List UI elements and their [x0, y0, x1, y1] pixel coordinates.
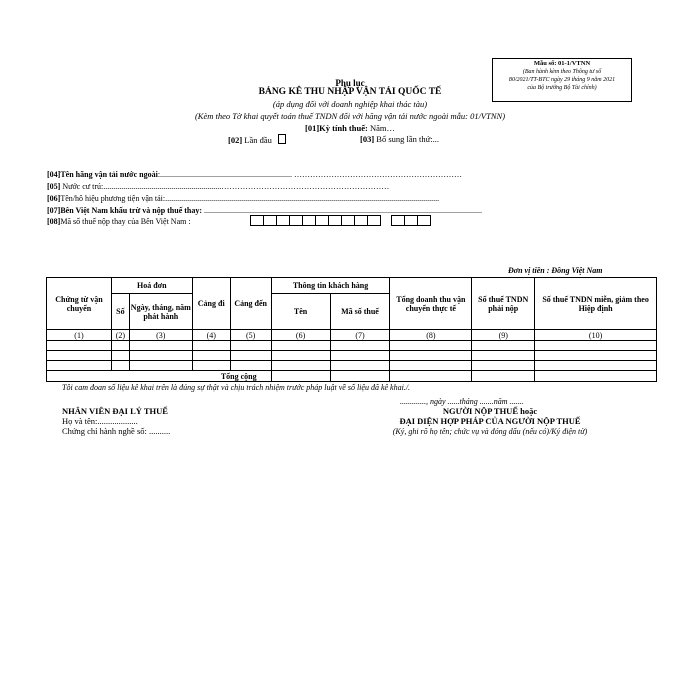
form-note-1: (Ban hành kèm theo Thông tư số: [522, 69, 602, 75]
field-08-code: [08]: [47, 217, 61, 226]
form-code: Mẫu số: 01-1/VTNN: [533, 60, 591, 67]
tax-id-cell[interactable]: [404, 215, 418, 226]
field-08: [47, 217, 191, 226]
cell[interactable]: [230, 351, 271, 361]
total-cell[interactable]: [535, 371, 657, 382]
col-depart: Cảng đi: [192, 278, 230, 330]
tax-id-cell[interactable]: [328, 215, 342, 226]
tax-id-cell[interactable]: [391, 215, 405, 226]
taxpayer-sign-note: (Ký, ghi rõ họ tên; chức vụ và đóng dấu (nếu có)/Ký điện tử): [392, 427, 588, 436]
cell[interactable]: [535, 351, 657, 361]
tax-period-value[interactable]: Năm…: [367, 123, 395, 133]
field-04[interactable]: [47, 170, 462, 179]
column-number: (3): [129, 330, 192, 341]
cell[interactable]: [129, 361, 192, 371]
commitment-text: Tôi cam đoan số liệu kê khai trên là đúng sự thật và chịu trách nhiệm trước pháp luật về số liệu đã kê khai./.: [62, 383, 411, 392]
col-invoice: Hoá đơn: [111, 278, 192, 294]
column-number: (10): [535, 330, 657, 341]
column-number: (1): [47, 330, 112, 341]
supplement-label[interactable]: Bổ sung lần thứ:...: [374, 134, 439, 144]
supplement-code: [03]: [360, 134, 375, 144]
taxpayer-block: [340, 406, 640, 436]
cell[interactable]: [111, 351, 129, 361]
cell[interactable]: [271, 361, 330, 371]
cell[interactable]: [390, 361, 472, 371]
column-number: (6): [271, 330, 330, 341]
tax-agent-block: [62, 406, 170, 436]
cell[interactable]: [47, 351, 112, 361]
cell[interactable]: [47, 341, 112, 351]
cell[interactable]: [472, 351, 535, 361]
form-note-2: 80/2021/TT-BTC ngày 29 tháng 9 năm 2021: [508, 77, 616, 83]
income-table: [46, 277, 657, 382]
cell[interactable]: [535, 361, 657, 371]
col-invoice-no: Số: [111, 294, 129, 330]
column-numbers-row: [47, 330, 657, 341]
table-row[interactable]: [47, 341, 657, 351]
col-customer-taxid: Mã số thuế: [330, 294, 390, 330]
field-05[interactable]: [47, 182, 389, 191]
currency-unit: Đơn vị tiền : Đồng Việt Nam: [508, 266, 603, 275]
tax-id-cell[interactable]: [289, 215, 303, 226]
first-time-field: [228, 134, 286, 145]
supplement-field: [360, 134, 439, 144]
total-row: [47, 371, 657, 382]
first-time-label: Lần đầu: [242, 135, 272, 145]
cell[interactable]: [129, 351, 192, 361]
total-cell[interactable]: [390, 371, 472, 382]
cell[interactable]: [192, 351, 230, 361]
total-label: Tổng cộng: [47, 371, 272, 382]
tax-id-cell[interactable]: [417, 215, 431, 226]
cell[interactable]: [271, 341, 330, 351]
column-number: (2): [111, 330, 129, 341]
document-subtitle: (áp dụng đối với doanh nghiệp khai thác tàu): [272, 99, 428, 109]
column-number: (5): [230, 330, 271, 341]
cell[interactable]: [390, 341, 472, 351]
form-code-box: [492, 58, 632, 102]
field-07-value[interactable]: ...........................................................................................................................................: [202, 206, 483, 215]
cell[interactable]: [129, 341, 192, 351]
attachment-note: (Kèm theo Tờ khai quyết toán thuế TNDN đối với hãng vận tải nước ngoài mẫu: 01/VTNN): [194, 111, 506, 121]
field-07[interactable]: [47, 206, 482, 215]
col-cit: Số thuế TNDN phải nộp: [472, 278, 535, 330]
col-arrive: Cảng đến: [230, 278, 271, 330]
cell[interactable]: [271, 351, 330, 361]
form-note-3: của Bộ trưởng Bộ Tài chính): [527, 85, 597, 91]
tax-id-cell[interactable]: [276, 215, 290, 226]
cell[interactable]: [230, 361, 271, 371]
document-title: BẢNG KÊ THU NHẬP VẬN TẢI QUỐC TẾ: [258, 87, 442, 97]
taxpayer-title-1: NGƯỜI NỘP THUẾ hoặc: [442, 406, 538, 416]
cell[interactable]: [230, 341, 271, 351]
tax-id-cell[interactable]: [302, 215, 316, 226]
field-06[interactable]: [47, 194, 439, 203]
field-07-label: [07]Bên Việt Nam khấu trừ và nộp thuế thay:: [47, 206, 203, 215]
tax-id-cells[interactable]: [250, 215, 430, 227]
column-number: (8): [390, 330, 472, 341]
cell[interactable]: [472, 341, 535, 351]
total-cell[interactable]: [330, 371, 390, 382]
field-05-code: [05]: [47, 182, 61, 191]
tax-id-cell[interactable]: [367, 215, 381, 226]
cell[interactable]: [472, 361, 535, 371]
cell[interactable]: [111, 341, 129, 351]
first-time-checkbox[interactable]: [278, 134, 286, 144]
total-cell[interactable]: [271, 371, 330, 382]
tax-id-cell[interactable]: [341, 215, 355, 226]
cell[interactable]: [192, 341, 230, 351]
col-exempt: Số thuế TNDN miễn, giảm theo Hiệp định: [535, 278, 657, 330]
field-05-text[interactable]: Nước cư trú:...........................................................………………………………………………………: [60, 182, 390, 191]
field-06-code: [06]: [47, 194, 61, 203]
col-revenue: Tổng doanh thu vận chuyển thực tế: [390, 278, 472, 330]
sign-date[interactable]: ............., ngày ......tháng .......năm .......: [400, 397, 524, 406]
cell[interactable]: [330, 351, 390, 361]
field-06-text[interactable]: Tên/hô hiệu phương tiện vận tải:.........................................................................................................................................: [60, 194, 440, 203]
column-number: (9): [472, 330, 535, 341]
field-04-value[interactable]: :.................................................................. ………………………………………………………: [157, 170, 463, 179]
table-row[interactable]: [47, 361, 657, 371]
tax-id-cell[interactable]: [250, 215, 264, 226]
tax-agent-name[interactable]: Họ và tên:...................: [62, 416, 138, 426]
appendix-label: Phụ lục: [335, 78, 365, 88]
col-invoice-date: Ngày, tháng, năm phát hành: [129, 294, 192, 330]
field-08-text: Mã số thuế nộp thay của Bên Việt Nam :: [60, 217, 191, 226]
table-row[interactable]: [47, 351, 657, 361]
col-customer-name: Tên: [271, 294, 330, 330]
column-number: (4): [192, 330, 230, 341]
column-number: (7): [330, 330, 390, 341]
tax-id-cell[interactable]: [315, 215, 329, 226]
cell[interactable]: [111, 361, 129, 371]
field-04-label: [04]Tên hãng vận tải nước ngoài: [47, 170, 158, 179]
total-cell[interactable]: [472, 371, 535, 382]
cell[interactable]: [192, 361, 230, 371]
cell[interactable]: [330, 361, 390, 371]
tax-id-cell[interactable]: [263, 215, 277, 226]
tax-id-cell[interactable]: [354, 215, 368, 226]
cell[interactable]: [330, 341, 390, 351]
cell[interactable]: [535, 341, 657, 351]
tax-agent-cert[interactable]: Chứng chỉ hành nghề số: ..........: [62, 426, 171, 436]
tax-agent-title: NHÂN VIÊN ĐẠI LÝ THUẾ: [62, 406, 168, 416]
cell[interactable]: [390, 351, 472, 361]
taxpayer-title-2: ĐẠI DIỆN HỢP PHÁP CỦA NGƯỜI NỘP THUẾ: [399, 416, 581, 426]
tax-period-label: [01]Kỳ tính thuế:: [305, 123, 368, 133]
tax-period: [250, 123, 450, 133]
first-time-code: [02]: [228, 135, 243, 145]
cell[interactable]: [47, 361, 112, 371]
col-route: Chứng từ vận chuyển: [47, 278, 112, 330]
col-customer: Thông tin khách hàng: [271, 278, 390, 294]
